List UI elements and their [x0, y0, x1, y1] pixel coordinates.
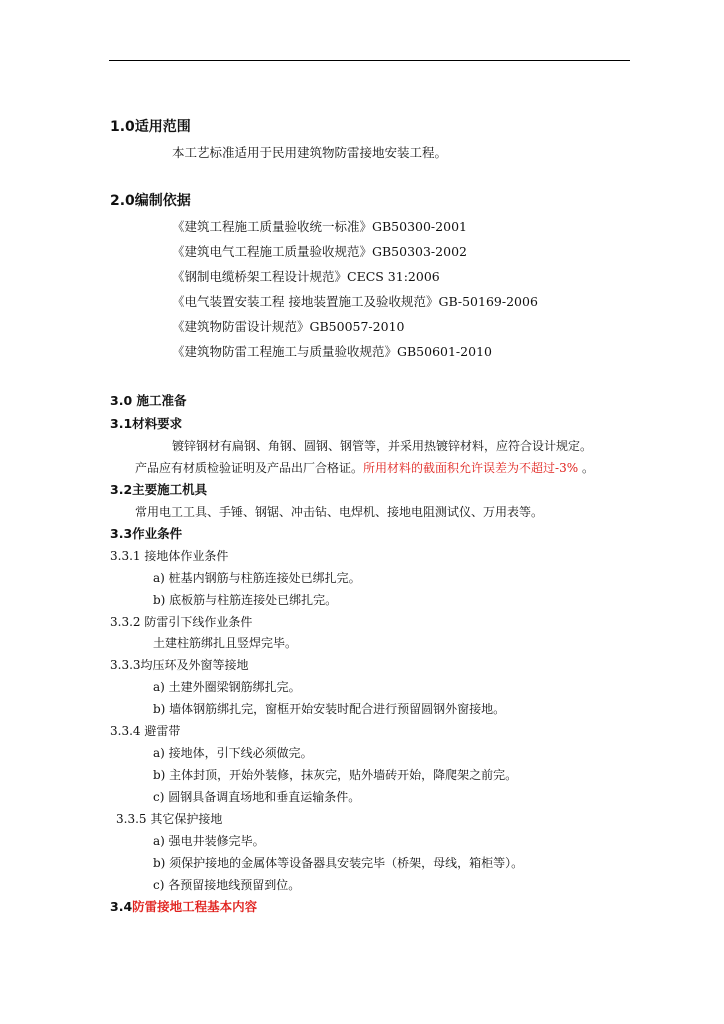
reference-2: 《建筑电气工程施工质量验收规范》GB50303-2002	[172, 244, 467, 259]
section-3-2-heading: 3.2主要施工机具	[110, 482, 208, 497]
condition-3-3-4-title: 3.3.4 避雷带	[110, 724, 181, 738]
condition-item: a) 桩基内钢筋与柱筋连接处已绑扎完。	[153, 571, 361, 585]
section-1-text: 本工艺标准适用于民用建筑物防雷接地安装工程。	[172, 145, 448, 160]
condition-item: a) 接地体，引下线必须做完。	[153, 746, 313, 760]
header-rule	[109, 60, 630, 61]
condition-3-3-3-title: 3.3.3均压环及外窗等接地	[110, 658, 249, 672]
condition-item: c) 圆钢具备调直场地和垂直运输条件。	[153, 790, 361, 804]
condition-item: 土建柱筋绑扎且竖焊完毕。	[153, 636, 298, 650]
materials-cert-text: 产品应有材质检验证明及产品出厂合格证。	[135, 461, 364, 475]
section-3-4-number: 3.4	[110, 899, 133, 914]
section-1-heading: 1.0适用范围	[110, 119, 191, 135]
condition-item: b) 墙体钢筋绑扎完，窗框开始安装时配合进行预留圆钢外窗接地。	[153, 702, 506, 716]
materials-end-mark: 。	[581, 461, 594, 475]
condition-item: b) 底板筋与柱筋连接处已绑扎完。	[153, 593, 338, 607]
condition-3-3-1-title: 3.3.1 接地体作业条件	[110, 549, 229, 563]
materials-text-2	[135, 460, 594, 476]
reference-4: 《电气装置安装工程 接地装置施工及验收规范》GB-50169-2006	[172, 294, 538, 309]
section-3-4-title: 防雷接地工程基本内容	[132, 899, 258, 914]
condition-item: a) 强电井装修完毕。	[153, 834, 265, 848]
section-3-1-heading: 3.1材料要求	[110, 416, 183, 431]
condition-3-3-2-title: 3.3.2 防雷引下线作业条件	[110, 615, 253, 629]
reference-1: 《建筑工程施工质量验收统一标准》GB50300-2001	[172, 219, 467, 234]
reference-3: 《钢制电缆桥架工程设计规范》CECS 31:2006	[172, 269, 440, 284]
materials-text-1: 镀锌钢材有扁钢、角钢、圆钢、钢管等，并采用热镀锌材料，应符合设计规定。	[172, 439, 593, 453]
condition-item: b) 须保护接地的金属体等设备器具安装完毕（桥架，母线，箱柜等）。	[153, 856, 524, 870]
condition-item: c) 各预留接地线预留到位。	[153, 878, 301, 892]
section-3-3-heading: 3.3作业条件	[110, 526, 183, 541]
condition-item: b) 主体封顶，开始外装修，抹灰完，贴外墙砖开始，降爬架之前完。	[153, 768, 518, 782]
tolerance-note: 所用材料的截面积允许误差为不超过-3%	[363, 461, 579, 475]
section-3-heading: 3.0 施工准备	[110, 393, 187, 408]
section-2-heading: 2.0编制依据	[110, 193, 191, 209]
condition-3-3-5-title: 3.3.5 其它保护接地	[116, 812, 223, 826]
reference-5: 《建筑物防雷设计规范》GB50057-2010	[172, 319, 405, 334]
reference-6: 《建筑物防雷工程施工与质量验收规范》GB50601-2010	[172, 344, 492, 359]
tools-text: 常用电工工具、手锤、钢锯、冲击钻、电焊机、接地电阻测试仪、万用表等。	[135, 505, 544, 519]
section-3-4-heading	[110, 899, 257, 915]
condition-item: a) 土建外圈梁钢筋绑扎完。	[153, 680, 301, 694]
